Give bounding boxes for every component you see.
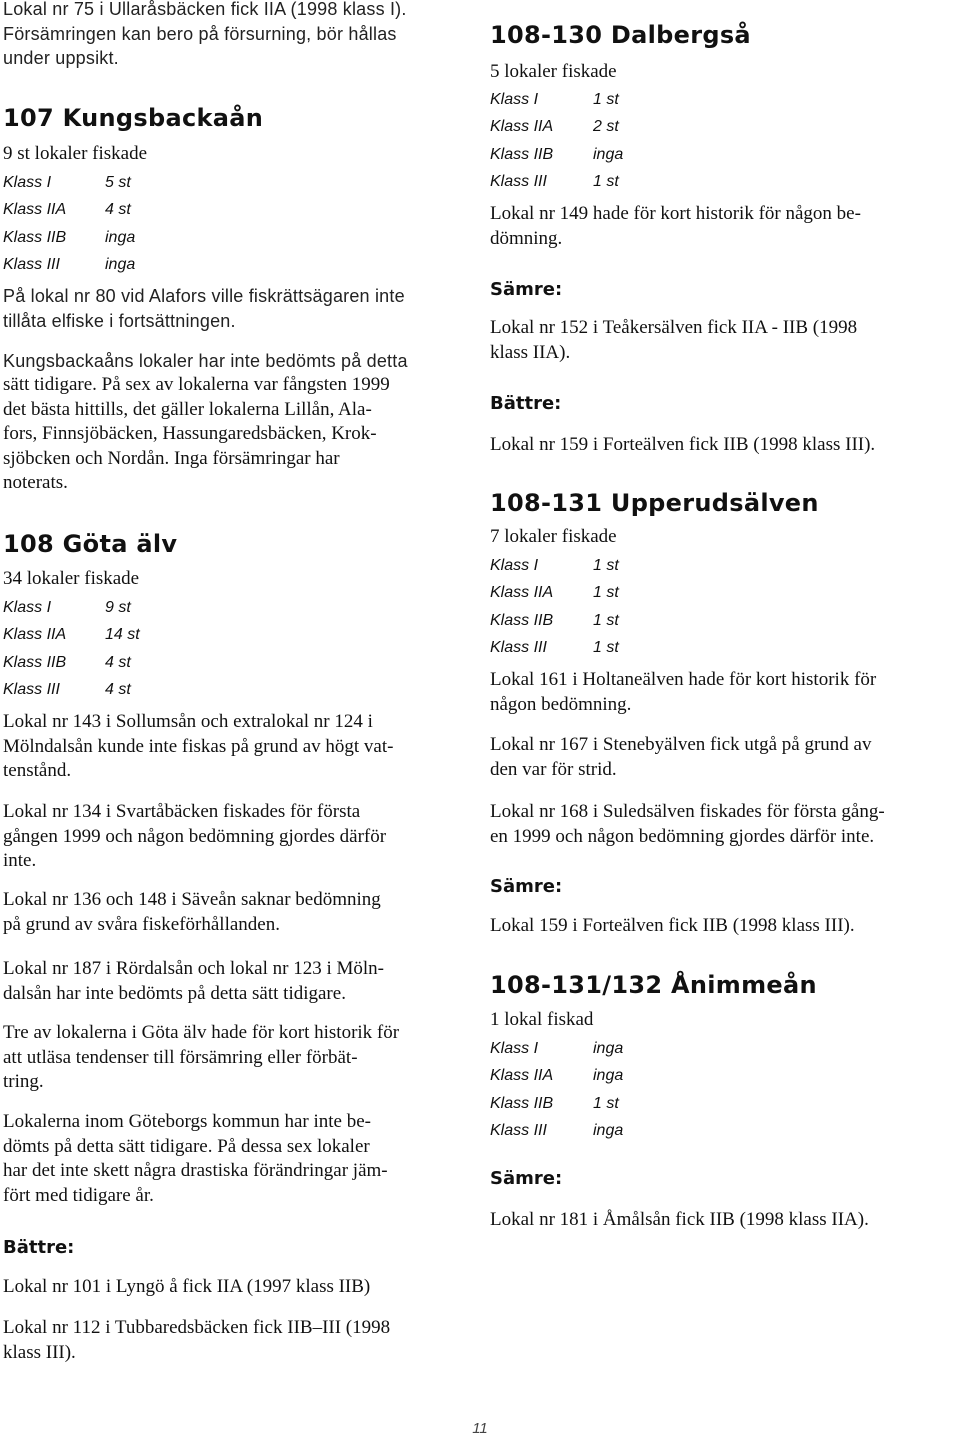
class-value: 1 st [593, 556, 619, 574]
page-number: 11 [472, 1420, 488, 1437]
class-value: 1 st [593, 584, 619, 602]
text-line: Kungsbackaåns lokaler har inte bedömts på detta [3, 351, 408, 371]
section-heading-107: 107 Kungsbackaån [3, 104, 264, 132]
text-line: Lokal nr 187 i Rördalsån och lokal nr 123 i Möln- [3, 958, 384, 979]
paragraph [490, 914, 958, 939]
section-heading-108-131-132: 108-131/132 Ånimmeån [490, 971, 817, 999]
class-name: Klass IIB [490, 145, 554, 163]
class-name: Klass III [490, 639, 547, 657]
class-value: 1 st [593, 173, 619, 191]
class-name: Klass IIB [490, 1094, 554, 1112]
class-value: inga [593, 1122, 624, 1140]
section-heading-108-130: 108-130 Dalbergså [490, 21, 751, 49]
class-value: inga [593, 1039, 624, 1057]
text-line: under uppsikt. [3, 48, 119, 68]
class-value: 4 st [105, 201, 131, 219]
text-line: Lokal nr 112 i Tubbaredsbäcken fick IIB–III (1998 [3, 1317, 391, 1338]
battre-heading: Bättre: [3, 1237, 75, 1258]
class-name: Klass IIB [3, 228, 67, 246]
class-value: 1 st [593, 639, 619, 657]
class-name: Klass I [3, 598, 52, 616]
class-value: 1 st [593, 90, 619, 108]
intro-paragraph [3, 0, 469, 71]
class-name: Klass IIA [3, 201, 67, 219]
class-name: Klass I [490, 556, 539, 574]
text-line: Lokal 161 i Holtaneälven hade för kort historik för [490, 669, 877, 690]
text-line: att utläsa tendenser till försämring eller förbät- [3, 1046, 358, 1068]
class-row [3, 197, 135, 225]
class-row [3, 252, 135, 280]
text-line: klass IIA). [490, 341, 571, 363]
paragraph [490, 316, 958, 365]
text-line: har det inte skett några drastiska förändringar jäm- [3, 1160, 388, 1181]
text-line: Lokal nr 75 i Ullaråsbäcken fick IIA (1998 klass I). [3, 0, 407, 19]
section-heading-108: 108 Göta älv [3, 530, 178, 558]
class-row [490, 1090, 623, 1118]
text-line: Lokal nr 149 hade för kort historik för någon be- [490, 203, 861, 224]
class-row [490, 607, 619, 635]
text-line: dalsån har inte bedömts på detta sätt tidigare. [3, 982, 346, 1004]
paragraph [490, 668, 958, 717]
class-row [3, 677, 140, 705]
samre-heading: Sämre: [490, 1168, 563, 1189]
text-line: en 1999 och någon bedömning gjordes därför inte. [490, 825, 875, 847]
class-value: 2 st [593, 118, 619, 136]
text-line: Lokal nr 168 i Suledsälven fiskades för första gång- [490, 801, 885, 822]
class-row [490, 114, 623, 142]
paragraph [3, 1110, 469, 1208]
text-line: tring. [3, 1071, 44, 1092]
text-line: Lokal nr 134 i Svartåbäcken fiskades för första [3, 801, 361, 822]
class-value: 9 st [105, 598, 131, 616]
paragraph [3, 1316, 469, 1365]
class-name: Klass I [490, 90, 539, 108]
class-name: Klass I [490, 1039, 539, 1057]
text-line: Lokal nr 167 i Stenebyälven fick utgå på grund av [490, 734, 872, 755]
class-name: Klass IIA [490, 584, 554, 602]
class-row [3, 224, 135, 252]
text-line: Lokal nr 159 i Forteälven fick IIB (1998 klass III). [490, 434, 876, 455]
paragraph [3, 800, 469, 874]
paragraph [490, 202, 958, 251]
class-value: 1 st [593, 611, 619, 629]
text-line: Tre av lokalerna i Göta älv hade för kort historik för [3, 1022, 400, 1043]
text-line: fors, Finnsjöbäcken, Hassungaredsbäcken, Krok- [3, 423, 377, 444]
class-row [490, 169, 623, 197]
text-line: någon bedömning. [490, 693, 632, 715]
text-line: klass III). [3, 1341, 76, 1363]
class-name: Klass III [490, 1122, 547, 1140]
class-row [490, 552, 619, 580]
text-line: dömts på detta sätt tidigare. På dessa sex lokaler [3, 1135, 370, 1157]
class-row [490, 1063, 623, 1091]
text-line: fört med tidigare år. [3, 1184, 154, 1206]
text-line: dömning. [490, 227, 563, 249]
class-name: Klass IIB [3, 653, 67, 671]
fished-count: 1 lokal fiskad [490, 1009, 594, 1030]
fished-count: 7 lokaler fiskade [490, 526, 617, 547]
text-line: Mölndalsån kunde inte fiskas på grund av högt vat- [3, 735, 394, 757]
class-table-108-131 [490, 552, 619, 662]
text-line: Lokal nr 152 i Teåkersälven fick IIA - IIB (1998 [490, 317, 858, 338]
fished-count: 34 lokaler fiskade [3, 568, 140, 589]
class-name: Klass IIA [3, 626, 67, 644]
class-value: inga [105, 256, 136, 274]
text-line: sätt tidigare. På sex av lokalerna var fångsten 1999 [3, 374, 390, 395]
paragraph [3, 284, 469, 333]
paragraph [3, 710, 469, 784]
class-row [3, 594, 140, 622]
paragraph [3, 1275, 469, 1300]
class-row [490, 580, 619, 608]
class-row [3, 169, 135, 197]
class-name: Klass I [3, 173, 52, 191]
battre-heading: Bättre: [490, 393, 562, 414]
class-name: Klass III [3, 256, 60, 274]
paragraph [490, 733, 958, 782]
paragraph [3, 888, 469, 937]
text-line: noterats. [3, 472, 68, 493]
class-name: Klass IIA [490, 118, 554, 136]
text-line: Lokal nr 143 i Sollumsån och extralokal nr 124 i [3, 711, 373, 732]
text-line: gången 1999 och någon bedömning gjordes därför [3, 825, 387, 847]
class-table-107 [3, 169, 135, 279]
text-line: tenstånd. [3, 760, 72, 781]
samre-heading: Sämre: [490, 876, 563, 897]
class-name: Klass III [3, 681, 60, 699]
text-line: den var för strid. [490, 758, 617, 780]
text-line: på grund av svåra fiskeförhållanden. [3, 913, 280, 935]
class-value: inga [105, 228, 136, 246]
text-line: Lokal nr 101 i Lyngö å fick IIA (1997 klass IIB) [3, 1276, 371, 1297]
class-value: 5 st [105, 173, 131, 191]
text-line: Lokalerna inom Göteborgs kommun har inte be- [3, 1111, 371, 1132]
paragraph [3, 957, 469, 1006]
text-line: tillåta elfiske i fortsättningen. [3, 310, 236, 331]
class-value: 14 st [105, 626, 140, 644]
text-line: det bästa hittills, det gäller lokalerna Lillån, Ala- [3, 398, 372, 420]
class-value: 4 st [105, 681, 131, 699]
text-line: Försämringen kan bero på försurning, bör hållas [3, 23, 397, 44]
class-value: inga [593, 145, 624, 163]
paragraph [490, 433, 958, 458]
class-row [490, 141, 623, 169]
class-value: inga [593, 1067, 624, 1085]
text-line: inte. [3, 850, 37, 871]
class-table-108 [3, 594, 140, 704]
class-row [490, 635, 619, 663]
fished-count: 9 st lokaler fiskade [3, 143, 148, 164]
class-row [490, 1035, 623, 1063]
paragraph [3, 373, 469, 496]
text-line: Lokal nr 136 och 148 i Säveån saknar bedömning [3, 889, 381, 910]
class-row [3, 649, 140, 677]
paragraph-sans-line [3, 349, 469, 374]
class-table-108-130 [490, 86, 623, 196]
class-value: 1 st [593, 1094, 619, 1112]
class-row [490, 1118, 623, 1146]
text-line: Lokal 159 i Forteälven fick IIB (1998 klass III). [490, 915, 855, 936]
class-name: Klass III [490, 173, 547, 191]
class-row [3, 622, 140, 650]
text-line: Lokal nr 181 i Åmålsån fick IIB (1998 klass IIA). [490, 1209, 869, 1230]
class-row [490, 86, 623, 114]
fished-count: 5 lokaler fiskade [490, 61, 617, 82]
paragraph [3, 1021, 469, 1095]
class-name: Klass IIA [490, 1067, 554, 1085]
class-name: Klass IIB [490, 611, 554, 629]
paragraph [490, 1208, 958, 1233]
text-line: På lokal nr 80 vid Alafors ville fiskrättsägaren inte [3, 286, 405, 306]
class-table-108-131-132 [490, 1035, 623, 1145]
class-value: 4 st [105, 653, 131, 671]
text-line: sjöbcken och Nordån. Inga försämringar har [3, 447, 340, 469]
section-heading-108-131: 108-131 Upperudsälven [490, 489, 819, 517]
paragraph [490, 800, 958, 849]
samre-heading: Sämre: [490, 279, 563, 300]
